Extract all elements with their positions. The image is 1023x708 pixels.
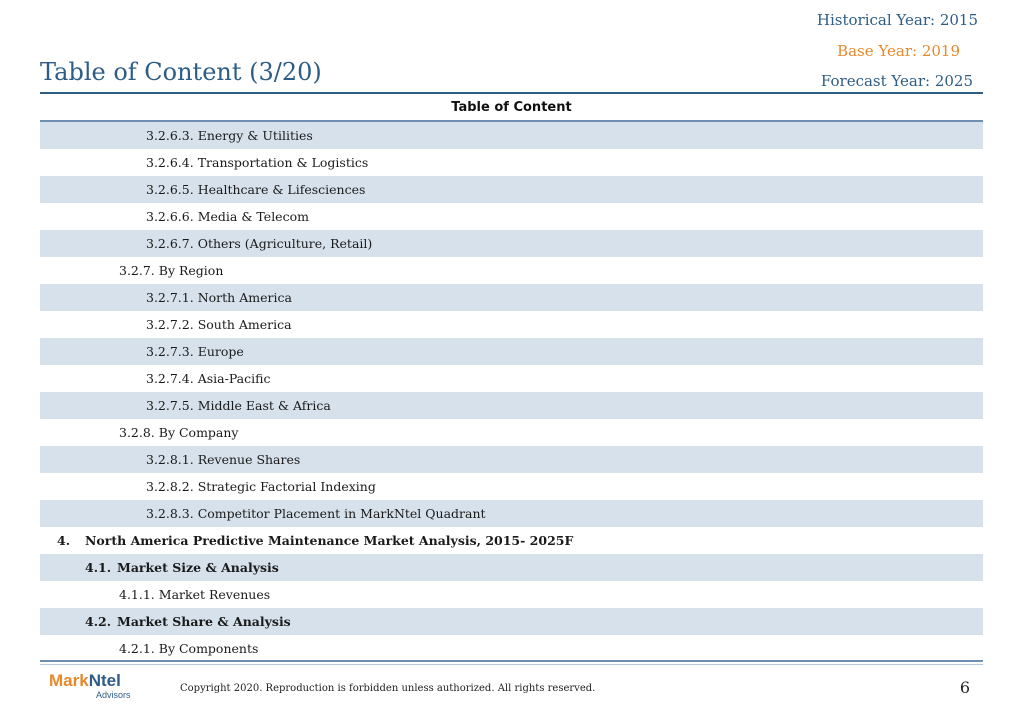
toc-row-number: 3.2.7.	[119, 263, 155, 278]
toc-row-number: 4.2.	[85, 614, 112, 629]
toc-row	[40, 176, 983, 203]
toc-row-label: By Region	[158, 263, 224, 278]
toc-row-label: North America	[197, 290, 292, 305]
toc-row-label: Asia-Pacific	[197, 371, 271, 386]
toc-row-number: 4.2.1.	[119, 641, 155, 656]
toc-row-number: 3.2.8.2.	[146, 479, 194, 494]
logo-mark-text: Mark	[49, 671, 89, 690]
toc-row	[40, 122, 983, 149]
toc-row	[40, 203, 983, 230]
toc-row-label: Competitor Placement in MarkNtel Quadrant	[197, 506, 486, 521]
toc-row	[40, 446, 983, 473]
toc-row-label: Europe	[197, 344, 244, 359]
toc-row-label: Media & Telecom	[197, 209, 309, 224]
toc-row-chapter	[40, 527, 983, 554]
toc-row-number: 3.2.6.4.	[146, 155, 194, 170]
page-number: 6	[959, 678, 970, 697]
toc-row-label: By Components	[158, 641, 259, 656]
toc-row	[40, 392, 983, 419]
toc-row-label: Energy & Utilities	[197, 128, 313, 143]
toc-row-number: 3.2.6.5.	[146, 182, 194, 197]
toc-row	[40, 257, 983, 284]
toc-row	[40, 230, 983, 257]
toc-row-number: 3.2.7.2.	[146, 317, 194, 332]
toc-row-number: 3.2.6.3.	[146, 128, 194, 143]
toc-row-number: 3.2.6.7.	[146, 236, 194, 251]
toc-header: Table of Content	[40, 95, 983, 122]
toc-row-label: Strategic Factorial Indexing	[197, 479, 376, 494]
logo-subtitle: Advisors	[96, 690, 131, 700]
toc-row-label: By Company	[158, 425, 239, 440]
toc-row	[40, 419, 983, 446]
toc-row-label: Market Size & Analysis	[117, 560, 279, 575]
logo-ntel-text: Ntel	[88, 671, 121, 690]
title-divider	[40, 92, 983, 94]
toc-row	[40, 311, 983, 338]
toc-row-number: 3.2.8.	[119, 425, 155, 440]
toc-row	[40, 365, 983, 392]
logo-wordmark	[49, 671, 121, 691]
toc-row	[40, 581, 983, 608]
toc-row-label: Others (Agriculture, Retail)	[197, 236, 373, 251]
copyright-notice: Copyright 2020. Reproduction is forbidden unless authorized. All rights reserved.	[180, 683, 596, 694]
toc-row	[40, 149, 983, 176]
toc-row-number: 4.1.	[85, 560, 112, 575]
toc-row-number: 3.2.7.4.	[146, 371, 194, 386]
toc-table	[40, 95, 983, 662]
toc-row-number: 3.2.8.1.	[146, 452, 194, 467]
markntel-logo	[49, 671, 139, 703]
toc-row-label: South America	[197, 317, 292, 332]
toc-row	[40, 635, 983, 662]
toc-row-number: 4.	[57, 533, 71, 548]
toc-row	[40, 500, 983, 527]
toc-row-number: 3.2.6.6.	[146, 209, 194, 224]
toc-row-number: 3.2.8.3.	[146, 506, 194, 521]
toc-row-number: 3.2.7.5.	[146, 398, 194, 413]
toc-row-label: Revenue Shares	[197, 452, 301, 467]
toc-row-label: Transportation & Logistics	[197, 155, 369, 170]
forecast-year: Forecast Year: 2025	[820, 72, 973, 90]
toc-row-section	[40, 608, 983, 635]
toc-row	[40, 338, 983, 365]
toc-row-label: Middle East & Africa	[197, 398, 331, 413]
toc-row-number: 4.1.1.	[119, 587, 155, 602]
footer-divider	[40, 660, 983, 662]
footer-divider-thin	[40, 664, 983, 665]
base-year: Base Year: 2019	[837, 42, 960, 60]
toc-row	[40, 284, 983, 311]
toc-row-label: North America Predictive Maintenance Market Analysis, 2015- 2025F	[85, 533, 574, 548]
toc-row-label: Healthcare & Lifesciences	[197, 182, 366, 197]
toc-row-label: Market Share & Analysis	[117, 614, 291, 629]
toc-rows	[40, 122, 983, 662]
toc-row-number: 3.2.7.3.	[146, 344, 194, 359]
toc-row-number: 3.2.7.1.	[146, 290, 194, 305]
page-title: Table of Content (3/20)	[40, 58, 322, 86]
toc-row-label: Market Revenues	[158, 587, 271, 602]
toc-row	[40, 473, 983, 500]
toc-row-section	[40, 554, 983, 581]
historical-year: Historical Year: 2015	[816, 11, 978, 29]
